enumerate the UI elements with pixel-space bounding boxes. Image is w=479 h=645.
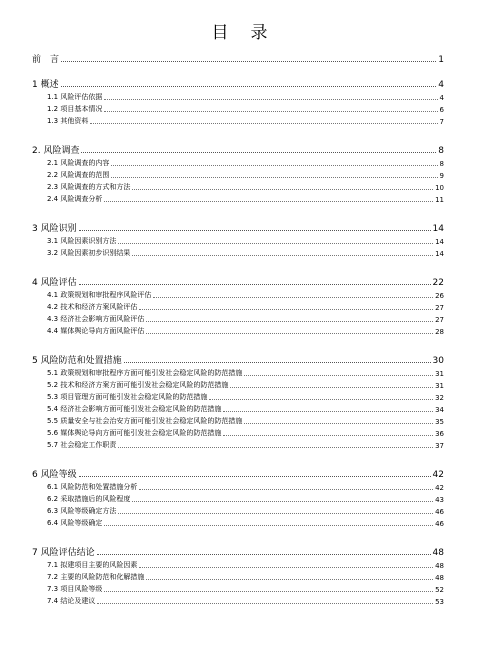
- toc-section-label: 7.3 项目风险等级: [47, 585, 103, 593]
- toc-section-label: 5.4 经济社会影响方面可能引发社会稳定风险的防范措施: [47, 405, 222, 413]
- toc-section[interactable]: [32, 558, 444, 570]
- dot-leader: [139, 489, 433, 490]
- toc-chapter-page-number: 42: [432, 470, 444, 480]
- toc-section-page-number: 52: [435, 586, 444, 594]
- dot-leader: [104, 591, 433, 592]
- toc-section[interactable]: [32, 390, 444, 402]
- toc-section-page-number: 48: [435, 574, 444, 582]
- dot-leader: [79, 476, 431, 477]
- toc-section[interactable]: [32, 312, 444, 324]
- toc-chapter-label: 2. 风险调查: [32, 146, 80, 156]
- toc-section[interactable]: [32, 438, 444, 450]
- toc-section[interactable]: [32, 90, 444, 102]
- toc-section-label: 6.4 风险等级确定: [47, 519, 103, 527]
- toc-section[interactable]: [32, 426, 444, 438]
- toc-section-label: 4.2 技术和经济方案风险评估: [47, 303, 138, 311]
- dot-leader: [79, 230, 431, 231]
- toc-section-page-number: 9: [439, 172, 444, 180]
- toc-section-label: 1.3 其他资料: [47, 117, 89, 125]
- dot-leader: [104, 525, 433, 526]
- toc-section-label: 6.1 风险防范和处置措施分析: [47, 483, 138, 491]
- dot-leader: [79, 284, 431, 285]
- toc-section-label: 2.2 风险调查的范围: [47, 171, 110, 179]
- toc-section-label: 2.1 风险调查的内容: [47, 159, 110, 167]
- toc-section-page-number: 28: [435, 328, 444, 336]
- toc-section-page-number: 37: [435, 442, 444, 450]
- dot-leader: [61, 61, 436, 62]
- toc-section[interactable]: [32, 288, 444, 300]
- toc-section-page-number: 8: [439, 160, 444, 168]
- toc-section-page-number: 42: [435, 484, 444, 492]
- toc-chapter-page-number: 14: [432, 224, 444, 234]
- toc-chapter-label: 前 言: [32, 55, 60, 65]
- table-of-contents: [32, 40, 444, 611]
- toc-section-page-number: 35: [435, 418, 444, 426]
- toc-chapter-page-number: 8: [438, 146, 444, 156]
- toc-section[interactable]: [32, 300, 444, 312]
- toc-section-page-number: 4: [439, 94, 444, 102]
- toc-chapter-page-number: 30: [432, 356, 444, 366]
- dot-leader: [124, 362, 431, 363]
- toc-section-page-number: 7: [439, 118, 444, 126]
- toc-section[interactable]: [32, 366, 444, 378]
- toc-section-label: 3.2 风险因素初步识别结果: [47, 249, 131, 257]
- dot-leader: [146, 321, 433, 322]
- toc-chapter[interactable]: [32, 533, 444, 558]
- toc-section-label: 6.2 采取措施后的风险程度: [47, 495, 131, 503]
- toc-section[interactable]: [32, 480, 444, 492]
- toc-section-label: 3.1 风险因素识别方法: [47, 237, 117, 245]
- toc-chapter-label: 3 风险识别: [32, 224, 77, 234]
- toc-section-label: 7.2 主要的风险防范和化解措施: [47, 573, 145, 581]
- toc-section-label: 5.6 媒体舆论导向方面可能引发社会稳定风险的防范措施: [47, 429, 222, 437]
- toc-section-label: 4.1 政策规划和审批程序风险评估: [47, 291, 152, 299]
- toc-section-page-number: 27: [435, 316, 444, 324]
- toc-section-label: 2.4 风险调查分析: [47, 195, 103, 203]
- dot-leader: [97, 554, 431, 555]
- dot-leader: [146, 333, 433, 334]
- dot-leader: [153, 297, 433, 298]
- toc-chapter[interactable]: [32, 65, 444, 90]
- toc-section-page-number: 32: [435, 394, 444, 402]
- dot-leader: [61, 86, 437, 87]
- dot-leader: [132, 501, 433, 502]
- toc-section[interactable]: [32, 102, 444, 114]
- dot-leader: [132, 189, 433, 190]
- dot-leader: [97, 603, 433, 604]
- dot-leader: [139, 309, 433, 310]
- toc-section-label: 1.2 项目基本情况: [47, 105, 103, 113]
- toc-section-page-number: 46: [435, 508, 444, 516]
- toc-section[interactable]: [32, 516, 444, 528]
- toc-section-page-number: 10: [435, 184, 444, 192]
- toc-section[interactable]: [32, 402, 444, 414]
- toc-section-page-number: 31: [435, 382, 444, 390]
- dot-leader: [104, 111, 437, 112]
- toc-section-page-number: 27: [435, 304, 444, 312]
- toc-chapter[interactable]: [32, 263, 444, 288]
- toc-section-label: 7.4 结论及建议: [47, 597, 96, 605]
- toc-chapter-label: 1 概述: [32, 80, 59, 90]
- toc-section-page-number: 46: [435, 520, 444, 528]
- toc-chapter[interactable]: [32, 40, 444, 65]
- toc-section[interactable]: [32, 378, 444, 390]
- section-spacer: [32, 606, 444, 611]
- toc-section[interactable]: [32, 504, 444, 516]
- dot-leader: [81, 152, 436, 153]
- dot-leader: [118, 447, 433, 448]
- toc-section-page-number: 43: [435, 496, 444, 504]
- toc-section-label: 6.3 风险等级确定方法: [47, 507, 117, 515]
- toc-chapter[interactable]: [32, 455, 444, 480]
- toc-section-label: 5.5 质量安全与社会治安方面可能引发社会稳定风险的防范措施: [47, 417, 243, 425]
- toc-section-label: 4.4 媒体舆论导向方面风险评估: [47, 327, 145, 335]
- toc-section-label: 5.2 技术和经济方案方面可能引发社会稳定风险的防范措施: [47, 381, 229, 389]
- toc-section-label: 5.3 项目管理方面可能引发社会稳定风险的防范措施: [47, 393, 208, 401]
- toc-section[interactable]: [32, 582, 444, 594]
- toc-section[interactable]: [32, 246, 444, 258]
- dot-leader: [132, 255, 433, 256]
- dot-leader: [104, 201, 433, 202]
- toc-section-page-number: 53: [435, 598, 444, 606]
- toc-chapter-page-number: 48: [432, 548, 444, 558]
- toc-section[interactable]: [32, 414, 444, 426]
- toc-section-label: 7.1 拟建项目主要的风险因素: [47, 561, 138, 569]
- toc-chapter-label: 5 风险防范和处置措施: [32, 356, 122, 366]
- dot-leader: [146, 579, 433, 580]
- toc-chapter-page-number: 4: [438, 80, 444, 90]
- toc-section[interactable]: [32, 234, 444, 246]
- dot-leader: [209, 399, 433, 400]
- dot-leader: [111, 165, 437, 166]
- toc-section-label: 1.1 风险评估依据: [47, 93, 103, 101]
- dot-leader: [90, 123, 437, 124]
- toc-section-label: 5.7 社会稳定工作职责: [47, 441, 117, 449]
- toc-section-label: 5.1 政策规划和审批程序方面可能引发社会稳定风险的防范措施: [47, 369, 243, 377]
- toc-section-label: 2.3 风险调查的方式和方法: [47, 183, 131, 191]
- toc-section-page-number: 26: [435, 292, 444, 300]
- toc-section[interactable]: [32, 192, 444, 204]
- toc-section[interactable]: [32, 570, 444, 582]
- dot-leader: [139, 567, 433, 568]
- toc-section[interactable]: [32, 492, 444, 504]
- toc-section-page-number: 14: [435, 250, 444, 258]
- page-title: 目录: [211, 23, 290, 43]
- toc-section-page-number: 11: [435, 196, 444, 204]
- toc-section-page-number: 36: [435, 430, 444, 438]
- toc-section[interactable]: [32, 594, 444, 606]
- toc-chapter-label: 6 风险等级: [32, 470, 77, 480]
- dot-leader: [244, 375, 433, 376]
- dot-leader: [223, 411, 433, 412]
- dot-leader: [111, 177, 437, 178]
- toc-section[interactable]: [32, 156, 444, 168]
- toc-chapter[interactable]: [32, 341, 444, 366]
- dot-leader: [230, 387, 433, 388]
- toc-section[interactable]: [32, 168, 444, 180]
- dot-leader: [244, 423, 433, 424]
- toc-section-page-number: 34: [435, 406, 444, 414]
- dot-leader: [104, 99, 437, 100]
- toc-chapter-page-number: 22: [432, 278, 444, 288]
- dot-leader: [118, 513, 433, 514]
- toc-chapter-page-number: 1: [438, 55, 444, 65]
- toc-section-page-number: 31: [435, 370, 444, 378]
- toc-chapter-label: 7 风险评估结论: [32, 548, 95, 558]
- toc-chapter[interactable]: [32, 131, 444, 156]
- toc-chapter[interactable]: [32, 209, 444, 234]
- toc-chapter-label: 4 风险评估: [32, 278, 77, 288]
- toc-section[interactable]: [32, 324, 444, 336]
- dot-leader: [118, 243, 433, 244]
- toc-section-page-number: 14: [435, 238, 444, 246]
- toc-section[interactable]: [32, 114, 444, 126]
- dot-leader: [223, 435, 433, 436]
- toc-section-page-number: 48: [435, 562, 444, 570]
- toc-section-page-number: 6: [439, 106, 444, 114]
- toc-section[interactable]: [32, 180, 444, 192]
- toc-section-label: 4.3 经济社会影响方面风险评估: [47, 315, 145, 323]
